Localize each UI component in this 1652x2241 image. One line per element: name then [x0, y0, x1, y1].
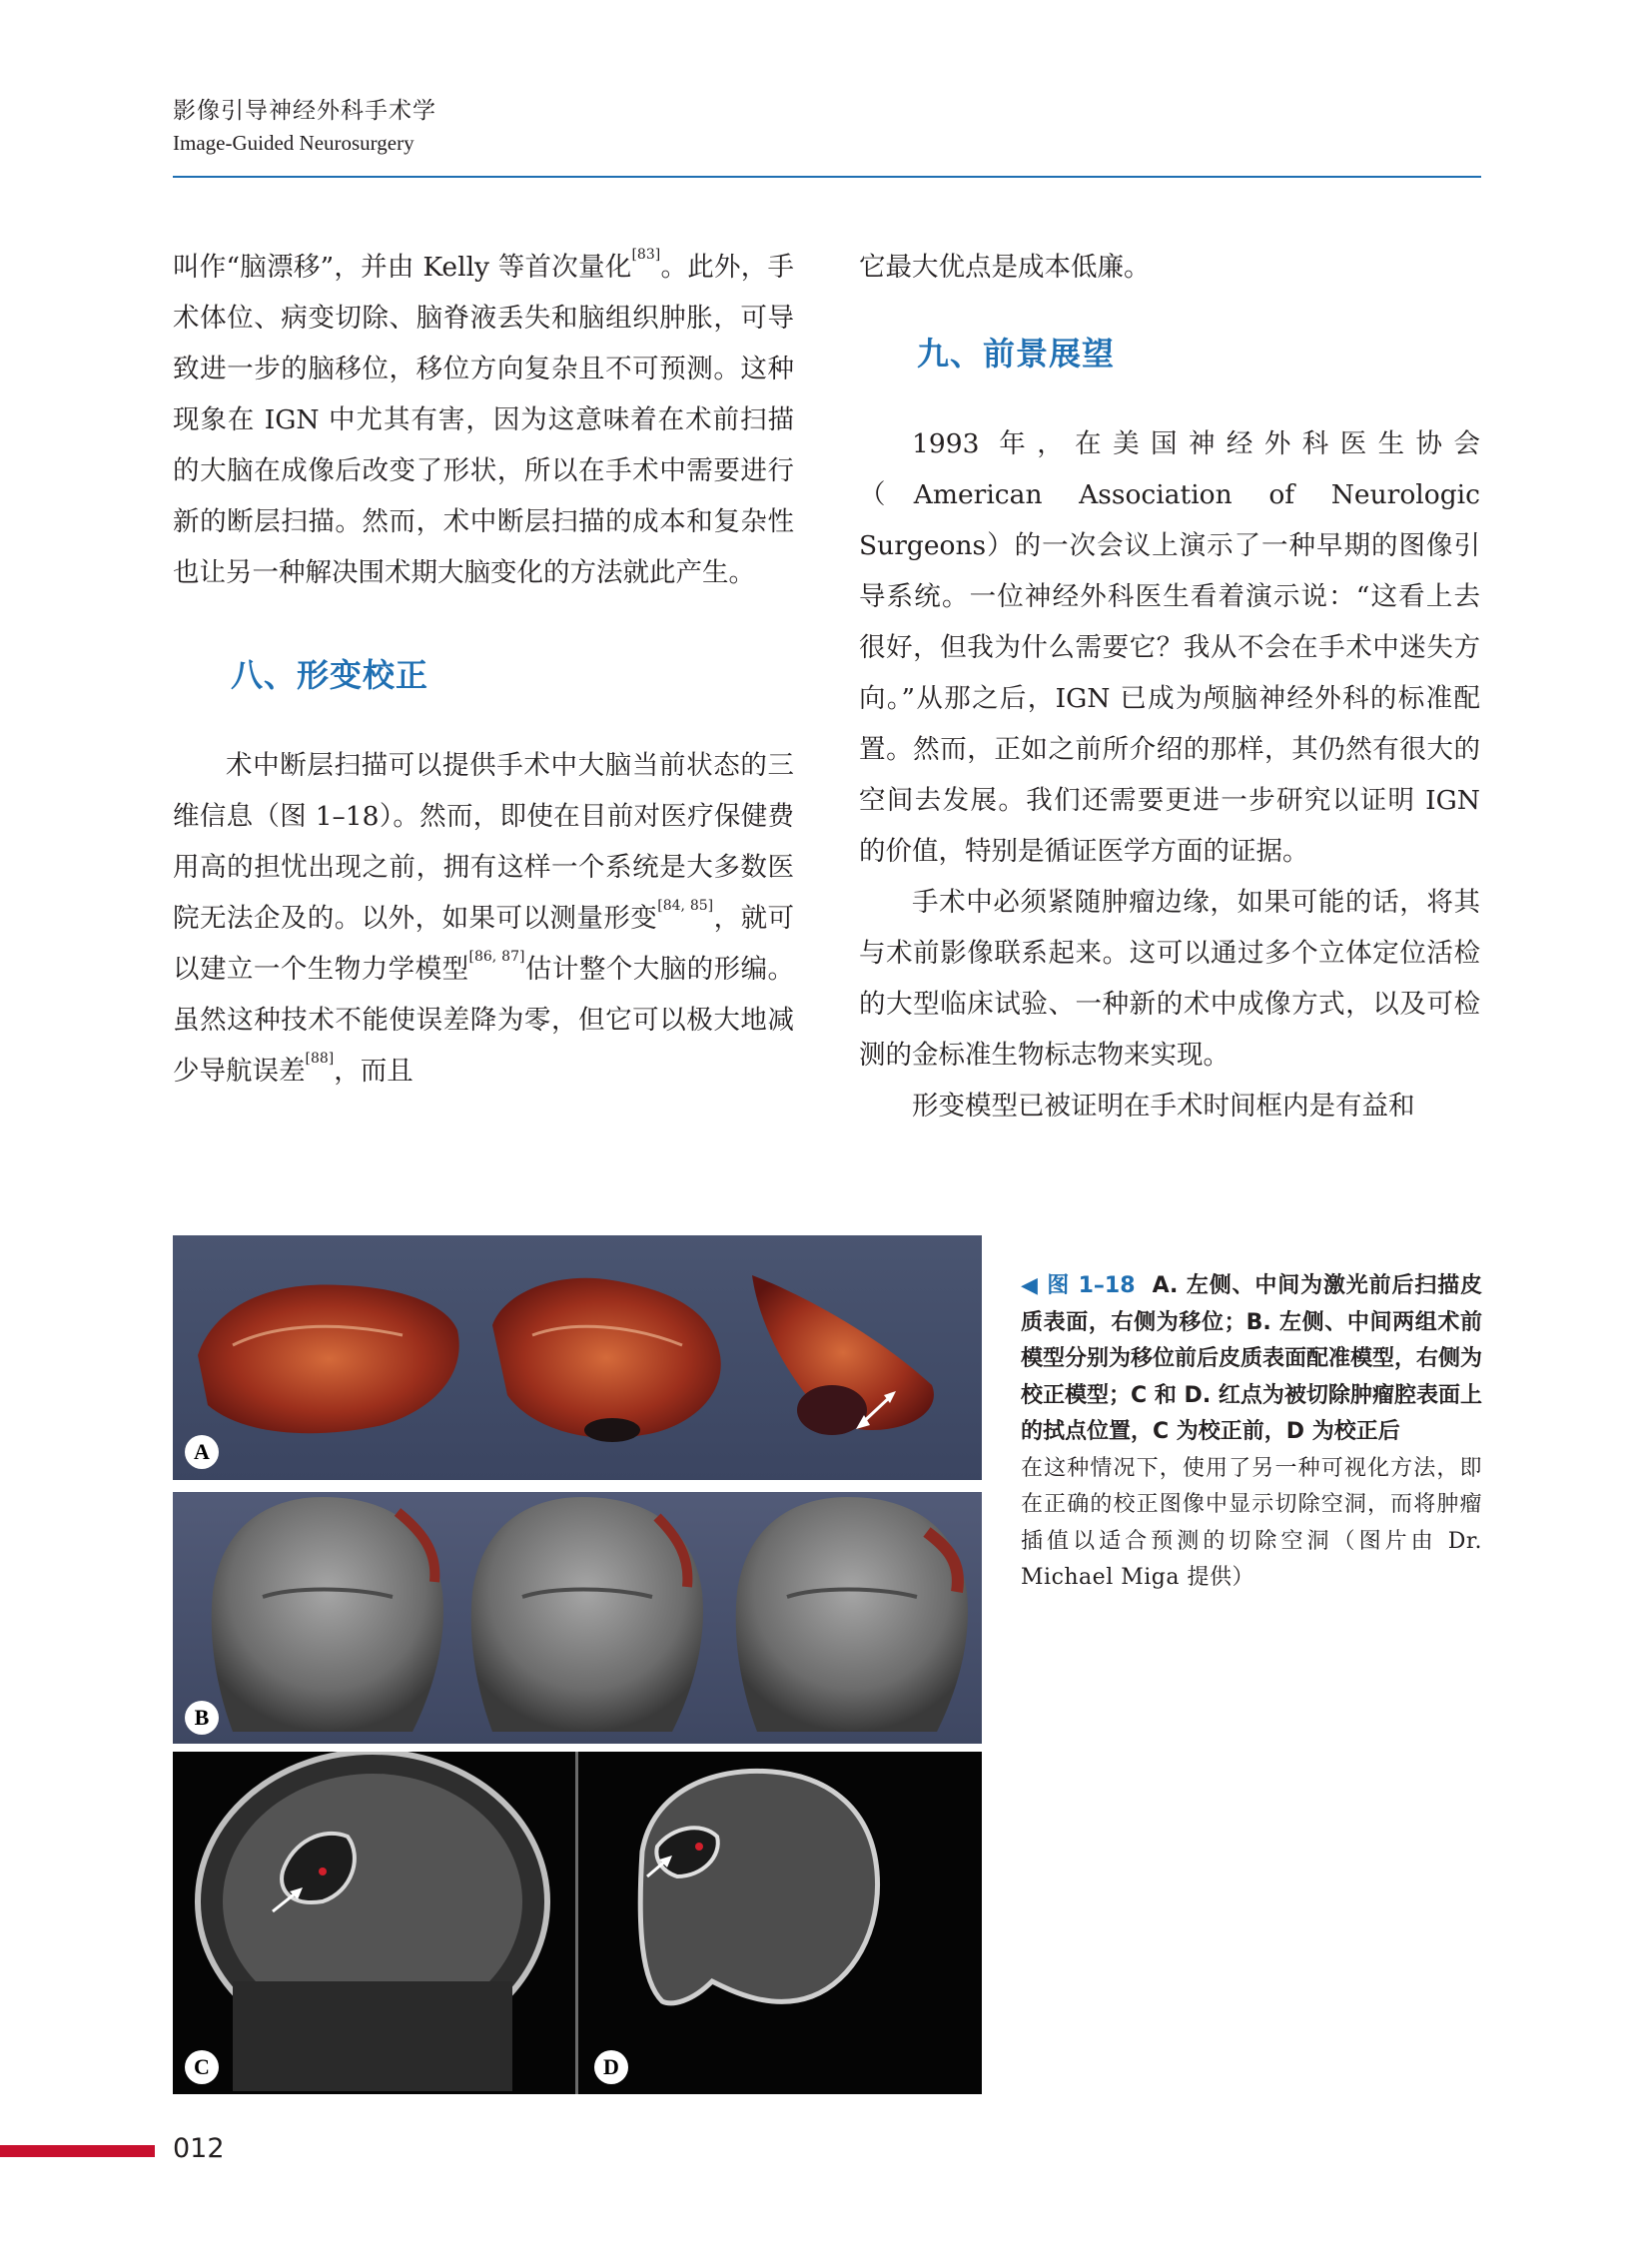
running-header — [173, 92, 1481, 156]
caption-normal: 在这种情况下，使用了另一种可视化方法，即在正确的校正图像中显示切除空洞，而将肿瘤插值以适合预测的切除空洞（图片由 Dr. Michael Miga 提供） — [1021, 1455, 1482, 1590]
book-title-en: Image-Guided Neurosurgery — [173, 131, 414, 155]
figure-caption — [1021, 1268, 1482, 1597]
citation[interactable]: [83] — [631, 247, 661, 263]
paragraph: 它最大优点是成本低廉。 — [859, 252, 1151, 283]
figure-label: ◀ 图 1–18 — [1021, 1273, 1136, 1298]
figure-panel-cd — [173, 1752, 982, 2094]
right-column — [859, 242, 1480, 1131]
section-heading-9: 九、前景展望 — [917, 335, 1116, 373]
panel-label-d: D — [594, 2050, 628, 2084]
citation[interactable]: [88] — [305, 1051, 335, 1067]
mri-coronal-images — [173, 1752, 982, 2094]
caption-bold: ◀ 图 1–18 A. 左侧、中间为激光前后扫描皮质表面，右侧为移位；B. 左侧、中间两组术前模型分别为移位前后皮质表面配准模型，右侧为校正模型；C 和 D. 红点为被切除肿瘤腔表面上的拭点位置，C 为校正前，D 为校正后 — [1021, 1273, 1483, 1444]
figure-panel-b — [173, 1492, 982, 1744]
panel-label-b: B — [185, 1701, 219, 1735]
paragraph: 形变模型已被证明在手术时间框内是有益和 — [912, 1091, 1415, 1121]
section-heading-8: 八、形变校正 — [231, 656, 429, 694]
figure-panel-a — [173, 1235, 982, 1480]
citation[interactable]: [84, 85] — [657, 898, 714, 914]
panel-label-a: A — [185, 1435, 219, 1469]
paragraph: 手术中必须紧随肿瘤边缘，如果可能的话，将其与术前影像联系起来。这可以通过多个立体定位活检的大型临床试验、一种新的术中成像方式，以及可检测的金标准生物标志物来实现。 — [859, 887, 1480, 1071]
cortical-surface-images — [173, 1235, 982, 1480]
header-rule — [173, 176, 1481, 178]
left-column — [173, 242, 794, 1097]
paragraph: 叫作“脑漂移”，并由 Kelly 等首次量化[83]。此外，手术体位、病变切除、脑脊液丢失和脑组织肿胀，可导致进一步的脑移位，移位方向复杂且不可预测。这种现象在 IGN 中尤其有害，因为这意味着在术前扫描的大脑在成像后改变了形状，所以在手术中需要进行新的断层扫描。然而，术中断层扫描的成本和复杂性也让另一种解决围术期大脑变化的方法就此产生。 — [173, 247, 794, 588]
paragraph: 1993 年，在美国神经外科医生协会（American Association of Neurologic Surgeons）的一次会议上演示了一种早期的图像引导系统。一位神经外科医生看着演示说：“这看上去很好，但我为什么需要它？我从不会在手术中迷失方向。”从那之后，IGN 已成为颅脑神经外科的标准配置。然而，正如之前所介绍的那样，其仍然有很大的空间去发展。我们还需要更进一步研究以证明 IGN 的价值，特别是循证医学方面的证据。 — [859, 428, 1480, 867]
paragraph: 术中断层扫描可以提供手术中大脑当前状态的三维信息（图 1–18）。然而，即使在目前对医疗保健费用高的担忧出现之前，拥有这样一个系统是大多数医院无法企及的。以外，如果可以测量形变[84, 85]，就可以建立一个生物力学模型[86, 87]估计整个大脑的形编。虽然这种技术不能使误差降为零，但它可以极大地减少导航误差[88]，而且 — [173, 750, 795, 1087]
footer-accent-bar — [0, 2145, 155, 2157]
preoperative-model-images — [173, 1492, 982, 1744]
panel-label-c: C — [185, 2050, 219, 2084]
citation[interactable]: [86, 87] — [468, 949, 525, 965]
book-title-cn: 影像引导神经外科手术学 — [173, 98, 436, 124]
page-number: 012 — [173, 2133, 225, 2164]
